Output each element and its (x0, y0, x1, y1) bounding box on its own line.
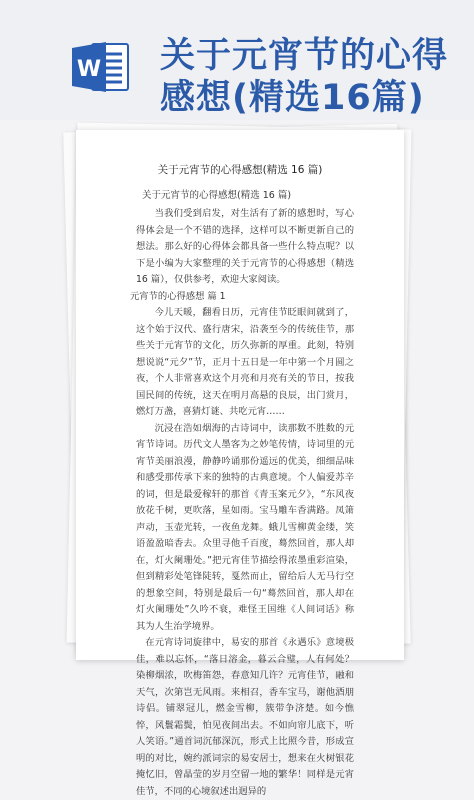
section-heading: 元宵节的心得感想 篇 1 (130, 290, 226, 302)
document-subheading: 关于元宵节的心得感想(精选 16 篇) (142, 190, 292, 201)
banner-title-line1: 关于元宵节的心得 (160, 36, 449, 76)
document-body (130, 206, 354, 800)
document-page (76, 130, 404, 797)
word-icon (72, 40, 130, 94)
intro-paragraph: 当我们受到启发，对生活有了新的感想时，写心得体会是一个不错的选择，这样可以不断更新自己的想法。那么好的心得体会都具备一些什么特点呢？以下是小编为大家整理的关于元宵节的心得感想（精选 16 篇），仅供参考，欢迎大家阅读。 (136, 208, 354, 285)
word-logo-letter: W (76, 57, 102, 82)
banner-title-line2: 感想(精选16篇) (160, 78, 425, 118)
title-banner (0, 0, 474, 120)
body-paragraph: 沉浸在浩如烟海的古诗词中，读那数不胜数的元宵节诗词。历代文人墨客为之妙笔传情，诗词里的元宵节美丽浪漫，静静吟诵那份遥远的优美，细细品味和感受那传承下来的独特的古典意境。个人偏爱苏辛的词，但是最爱稼轩的那首《青玉案元夕》，“东风夜放花千树，更吹落，星如雨。宝马雕车香满路。凤箫声动，玉壶光转，一夜鱼龙舞。蛾儿雪柳黄金缕，笑语盈盈暗香去。众里寻他千百度，蓦然回首，那人却在，灯火阑珊处。”把元宵佳节描绘得浓墨重彩渲染，但到精彩处笔锋陡转，戛然而止，留给后人无马行空的想象空间，特别是最后一句“蓦然回首，那人却在灯火阑珊处”久吟不衰，难怪王国维《人间词话》称其为人生治学境界。 (136, 422, 354, 632)
body-paragraph: 今儿天暖，翻看日历，元宵佳节眨眼间就到了，这个始于汉代、盛行唐宋，沿袭至今的传统佳节，那些关于元宵节的文化，历久弥新的厚重。此刻，特别想说说“元夕”节，正月十五日是一年中第一个月圆之夜，个人非常喜欢这个月亮和月亮有关的节日，按我国民间的传统，这天在明月高悬的良辰，出门赏月，燃灯万盏，喜猜灯谜、共吃元宵…… (136, 307, 354, 417)
body-paragraph: 在元宵诗词旋律中，易安的那首《永遇乐》意境极佳，难以忘怀，“落日溶金，暮云合璧，人有何处？染柳烟浓，吹梅笛怨，春意知几许？元宵佳节，融和天气，次第岂无风雨。来相召，香车宝马，谢他酒朋诗侣。铺翠冠儿，燃金雪柳，簇带争济楚。如今憔悴，风鬟霜鬓，怕见夜间出去。不如向帘儿底下，听人笑语。”通首词沉郁深沉，形式上比照今昔，形成宣明的对比，婉约派词宗的易安居士，想来在火树银花掩忆旧，曾晶莹的岁月空留一地的繁华！同样是元宵佳节，不同的心境叙述出迥异的 (136, 637, 354, 797)
document-title: 关于元宵节的心得感想(精选 16 篇) (157, 164, 323, 176)
